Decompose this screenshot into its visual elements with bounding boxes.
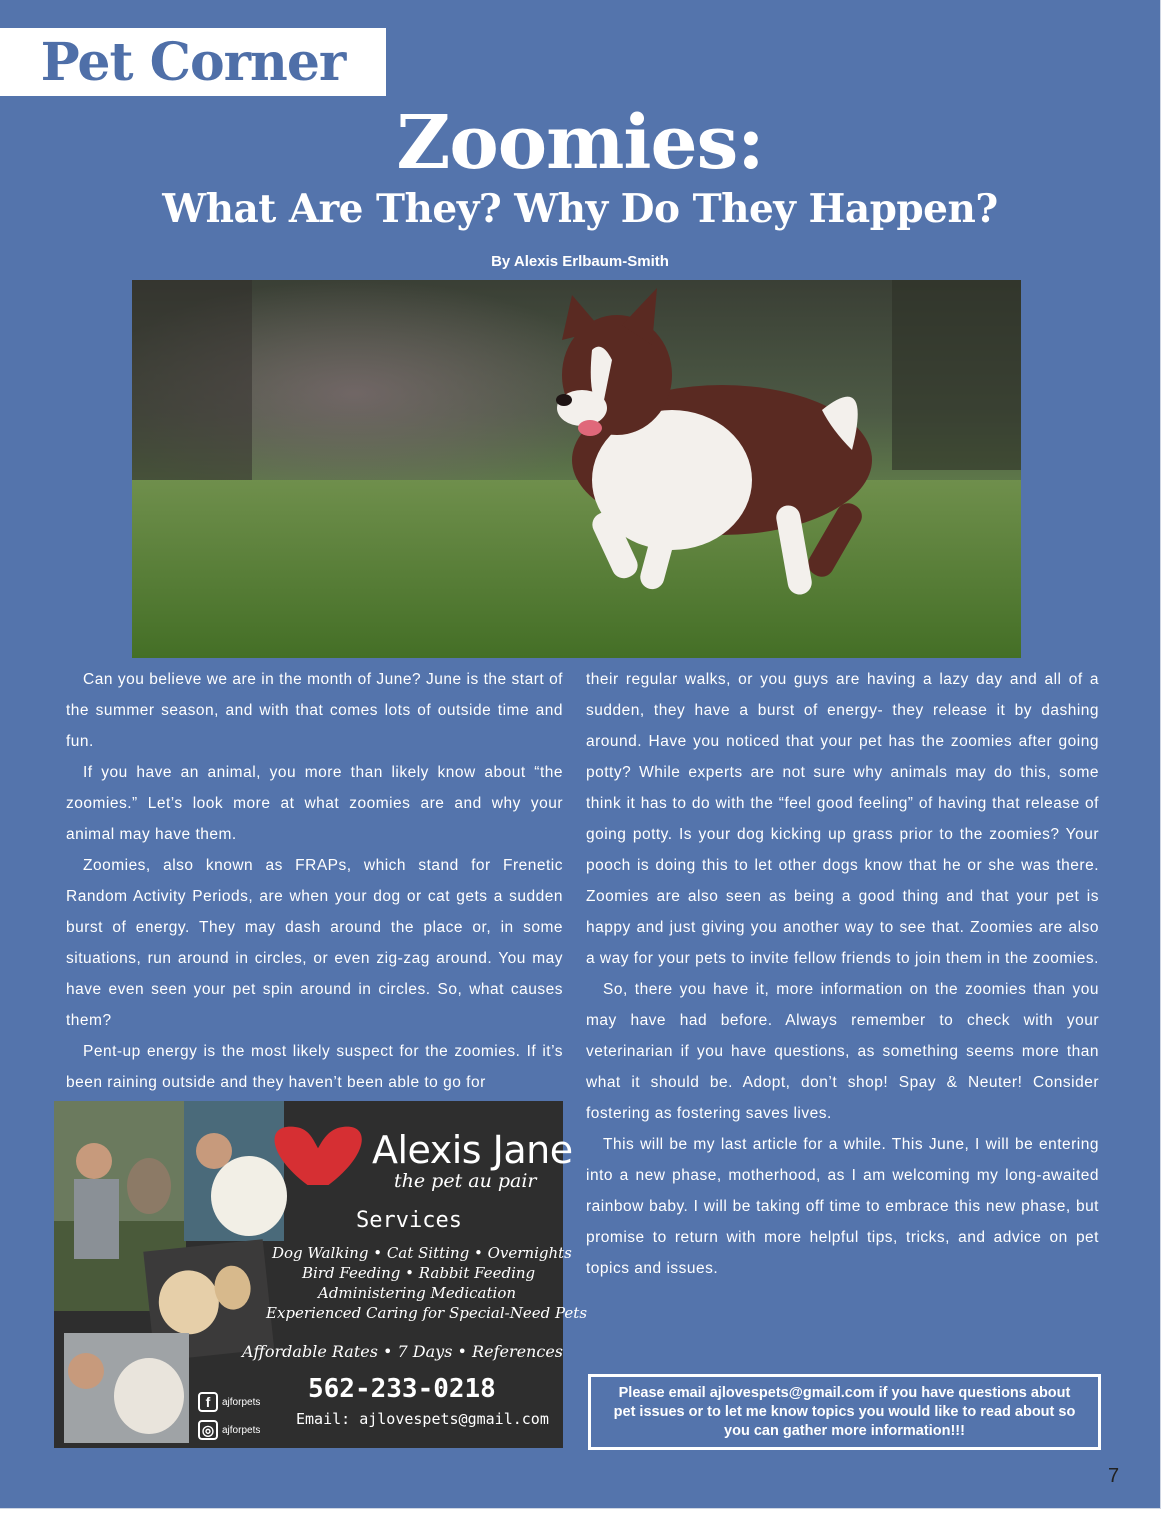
byline: By Alexis Erlbaum-Smith: [491, 253, 669, 270]
paragraph: Can you believe we are in the month of June? June is the start of the summer season, and with that comes lots of outside time and fun.: [66, 671, 563, 750]
facebook-link[interactable]: [198, 1392, 260, 1412]
page-number: 7: [1108, 1465, 1120, 1487]
paragraph: If you have an animal, you more than likely know about “the zoomies.” Let’s look more at what zoomies are and why your animal may have them.: [66, 764, 563, 843]
facebook-icon: f: [198, 1392, 218, 1412]
heart-logo-icon: [275, 1127, 362, 1185]
ad-service-line: Dog Walking • Cat Sitting • Overnights: [272, 1244, 572, 1262]
instagram-icon: ◎: [198, 1420, 218, 1440]
ad-service-line: Bird Feeding • Rabbit Feeding: [302, 1264, 536, 1282]
paragraph: their regular walks, or you guys are having a lazy day and all of a sudden, they have a burst of energy- they release it by dashing around. Have you noticed that your pet has the zoomies after going potty? While experts are not sure why animals may do this, some think it has to do with the “feel good feeling” of having that release of going potty. Is your dog kicking up grass prior to the zoomies? Your pooch is doing this to let other dogs know that he or she was there. Zoomies are also seen as being a good thing and that your pet is happy and just giving you another way to see that. Zoomies are also a way for your pets to invite fellow friends to join them in the zoomies.: [586, 671, 1099, 967]
ad-phone-number[interactable]: 562-233-0218: [308, 1374, 496, 1404]
ad-email[interactable]: Email: ajlovespets@gmail.com: [296, 1410, 549, 1428]
paragraph: Pent-up energy is the most likely suspect for the zoomies. If it’s been raining outside and they haven’t been able to go for: [66, 1043, 563, 1091]
section-label-text: Pet Corner: [40, 31, 346, 93]
paragraph: Zoomies, also known as FRAPs, which stand for Frenetic Random Activity Periods, are when your dog or cat gets a sudden burst of energy. They may dash around the place or, in some situations, run around in circles, or even zig-zag around. You may have even seen your pet spin around in circles. So, what causes them?: [66, 857, 563, 1029]
dog-running-photo: [132, 280, 1021, 658]
email-callout-box: [588, 1374, 1101, 1450]
paragraph: So, there you have it, more information on the zoomies than you may have had before. Always remember to check with your veterinarian if you have questions, as something seems more than what it should be. Adopt, don’t shop! Spay & Neuter! Consider fostering as fostering saves lives.: [586, 981, 1099, 1122]
instagram-handle: ajforpets: [222, 1424, 261, 1436]
article-title: Zoomies:: [396, 100, 764, 186]
ad-brand-name: Alexis Jane: [372, 1128, 573, 1172]
section-label: [0, 28, 386, 96]
owner-with-golden-retriever-photo: [184, 1101, 287, 1241]
owner-with-persian-cat-photo: [64, 1333, 189, 1443]
ad-services-heading: Services: [356, 1208, 462, 1233]
article-column-left: [66, 664, 563, 1098]
article-subtitle: What Are They? Why Do They Happen?: [162, 186, 998, 232]
paragraph: This will be my last article for a while. This June, I will be entering into a new phase, motherhood, as I am welcoming my long-awaited rainbow baby. I will be taking off time to embrace this new phase, but promise to return with more helpful tips, tricks, and advice on pet topics and issues.: [586, 1136, 1099, 1277]
callout-text: Please email ajlovespets@gmail.com if you have questions about pet issues or to let me know topics you would like to read about so you can gather more information!!!: [613, 1384, 1076, 1439]
article-column-right: [586, 664, 1099, 1284]
ad-service-line: Experienced Caring for Special-Need Pets: [266, 1304, 588, 1322]
ad-rates-line: Affordable Rates • 7 Days • References: [242, 1342, 563, 1361]
instagram-link[interactable]: [198, 1420, 260, 1440]
ad-tagline: the pet au pair: [394, 1170, 537, 1192]
ad-service-line: Administering Medication: [318, 1284, 517, 1302]
facebook-handle: ajforpets: [222, 1396, 261, 1408]
